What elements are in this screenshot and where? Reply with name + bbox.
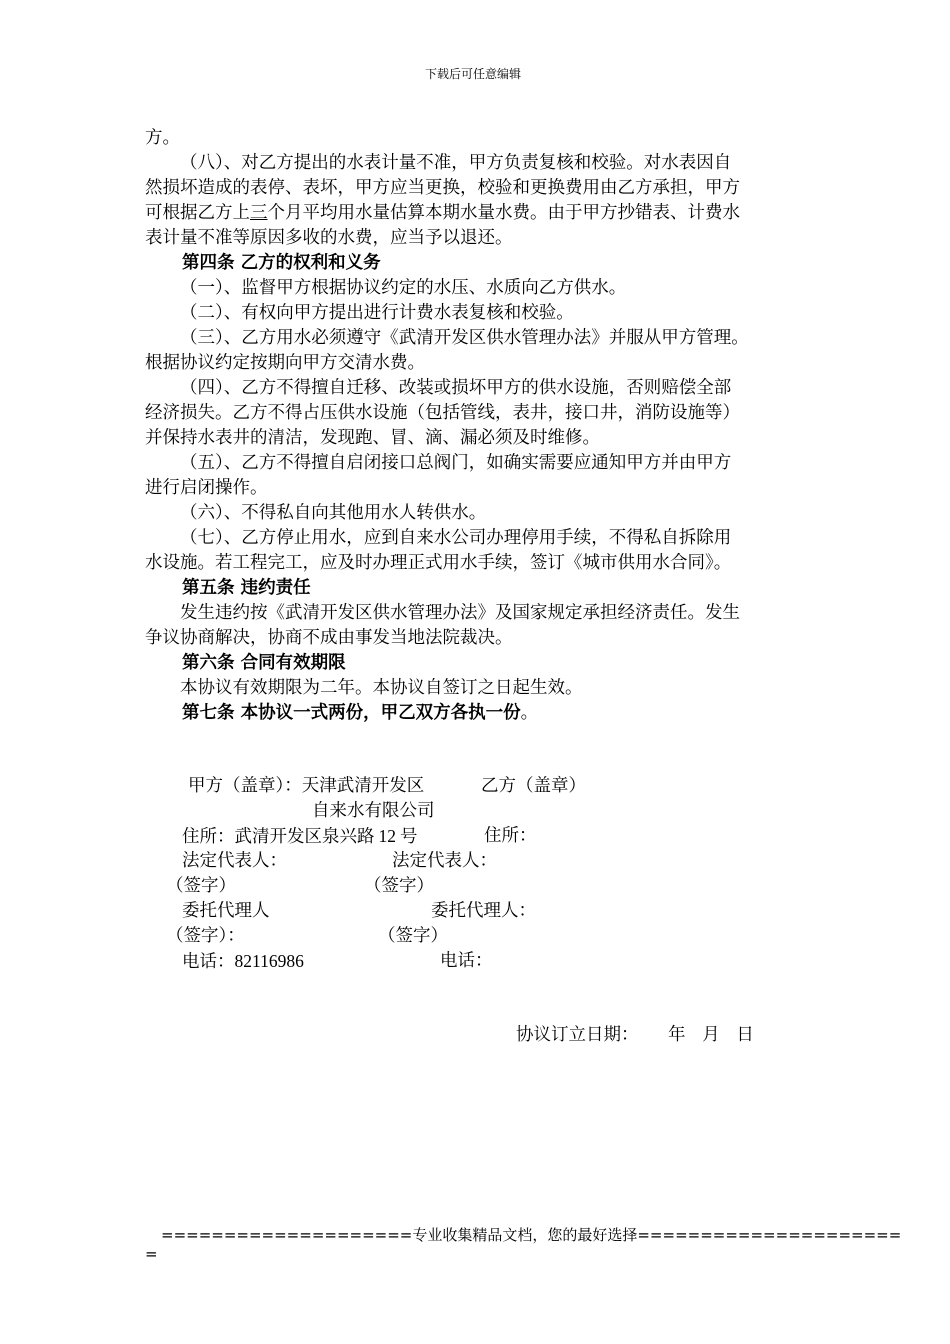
body-line: （四）、乙方不得擅自迁移、改装或损坏甲方的供水设施，否则赔偿全部 <box>180 378 732 398</box>
body-line: 方。 <box>145 128 180 148</box>
address-b: 住所： <box>484 826 537 846</box>
legal-rep-a: 法定代表人： <box>182 851 287 871</box>
date-fields: 年 月 日 <box>668 1025 754 1045</box>
footer-banner: ====================专业收集精品文档，您的最好选择===================== <box>161 1226 902 1244</box>
signature-b-1: （签字） <box>364 876 434 896</box>
body-line: （七）、乙方停止用水，应到自来水公司办理停用手续，不得私自拆除用 <box>180 528 732 548</box>
phone-a-number: 82116986 <box>234 951 304 971</box>
body-line: 争议协商解决，协商不成由事发当地法院裁决。 <box>145 628 513 648</box>
legal-rep-b: 法定代表人： <box>392 851 497 871</box>
body-line: （六）、不得私自向其他用水人转供水。 <box>180 503 487 523</box>
body-line: 根据协议约定按期向甲方交清水费。 <box>145 353 425 373</box>
party-a-company: 自来水有限公司 <box>312 801 435 821</box>
article-heading-text: 第七条 本协议一式两份，甲乙双方各执一份 <box>182 703 521 723</box>
body-text: 可根据乙方上 <box>145 203 250 223</box>
phone-a-label: 电话： <box>182 952 235 972</box>
article-heading: 第六条 合同有效期限 <box>182 653 346 673</box>
body-line: 经济损失。乙方不得占压供水设施（包括管线，表井，接口井，消防设施等） <box>145 403 740 423</box>
signature-b-2: （签字） <box>378 926 448 946</box>
party-b-label: 乙方（盖章） <box>481 776 586 796</box>
address-a-suffix: 号 <box>400 827 418 847</box>
body-line: 发生违约按《武清开发区供水管理办法》及国家规定承担经济责任。发生 <box>180 603 740 623</box>
signature-a-2: （签字）： <box>166 926 245 946</box>
phone-a <box>182 953 304 972</box>
body-line: 进行启闭操作。 <box>145 478 268 498</box>
date-label: 协议订立日期： <box>516 1025 639 1045</box>
article-heading: 第四条 乙方的权利和义务 <box>182 253 381 273</box>
body-line: 水设施。若工程完工，应及时办理正式用水手续，签订《城市供用水合同》。 <box>145 553 732 573</box>
signature-a-1: （签字） <box>166 876 236 896</box>
body-line: 表计量不准等原因多收的水费，应当予以退还。 <box>145 228 513 248</box>
body-line: （一）、监督甲方根据协议约定的水压、水质向乙方供水。 <box>180 278 627 298</box>
body-text: 个月平均用水量估算本期水量水费。由于甲方抄错表、计费水 <box>267 203 740 223</box>
body-line: （五）、乙方不得擅自启闭接口总阀门，如确实需要应通知甲方并由甲方 <box>180 453 732 473</box>
address-a-number: 12 <box>378 826 396 846</box>
article-heading <box>182 705 538 723</box>
footer-tail: = <box>145 1245 158 1263</box>
body-line: （三）、乙方用水必须遵守《武清开发区供水管理办法》并服从甲方管理。 <box>180 328 749 348</box>
body-line: 并保持水表井的清洁，发现跑、冒、滴、漏必须及时维修。 <box>145 428 600 448</box>
agent-b: 委托代理人： <box>431 901 536 921</box>
address-a <box>182 828 418 847</box>
party-a-label: 甲方（盖章）：天津武清开发区 <box>188 776 425 796</box>
header-note: 下载后可任意编辑 <box>425 67 522 81</box>
body-line: 然损坏造成的表停、表坏，甲方应当更换，校验和更换费用由乙方承担，甲方 <box>145 178 740 198</box>
body-line <box>145 205 740 223</box>
body-line: （八）、对乙方提出的水表计量不准，甲方负责复核和校验。对水表因自 <box>180 153 732 173</box>
article-heading-end: 。 <box>520 703 539 723</box>
body-line: （二）、有权向甲方提出进行计费水表复核和校验。 <box>180 303 574 323</box>
phone-b: 电话： <box>440 951 493 971</box>
agent-a: 委托代理人 <box>182 901 270 921</box>
article-heading: 第五条 违约责任 <box>182 578 311 598</box>
underlined-number: 三 <box>250 203 268 223</box>
body-line: 本协议有效期限为二年。本协议自签订之日起生效。 <box>180 678 583 698</box>
address-a-text: 住所：武清开发区泉兴路 <box>182 827 375 847</box>
